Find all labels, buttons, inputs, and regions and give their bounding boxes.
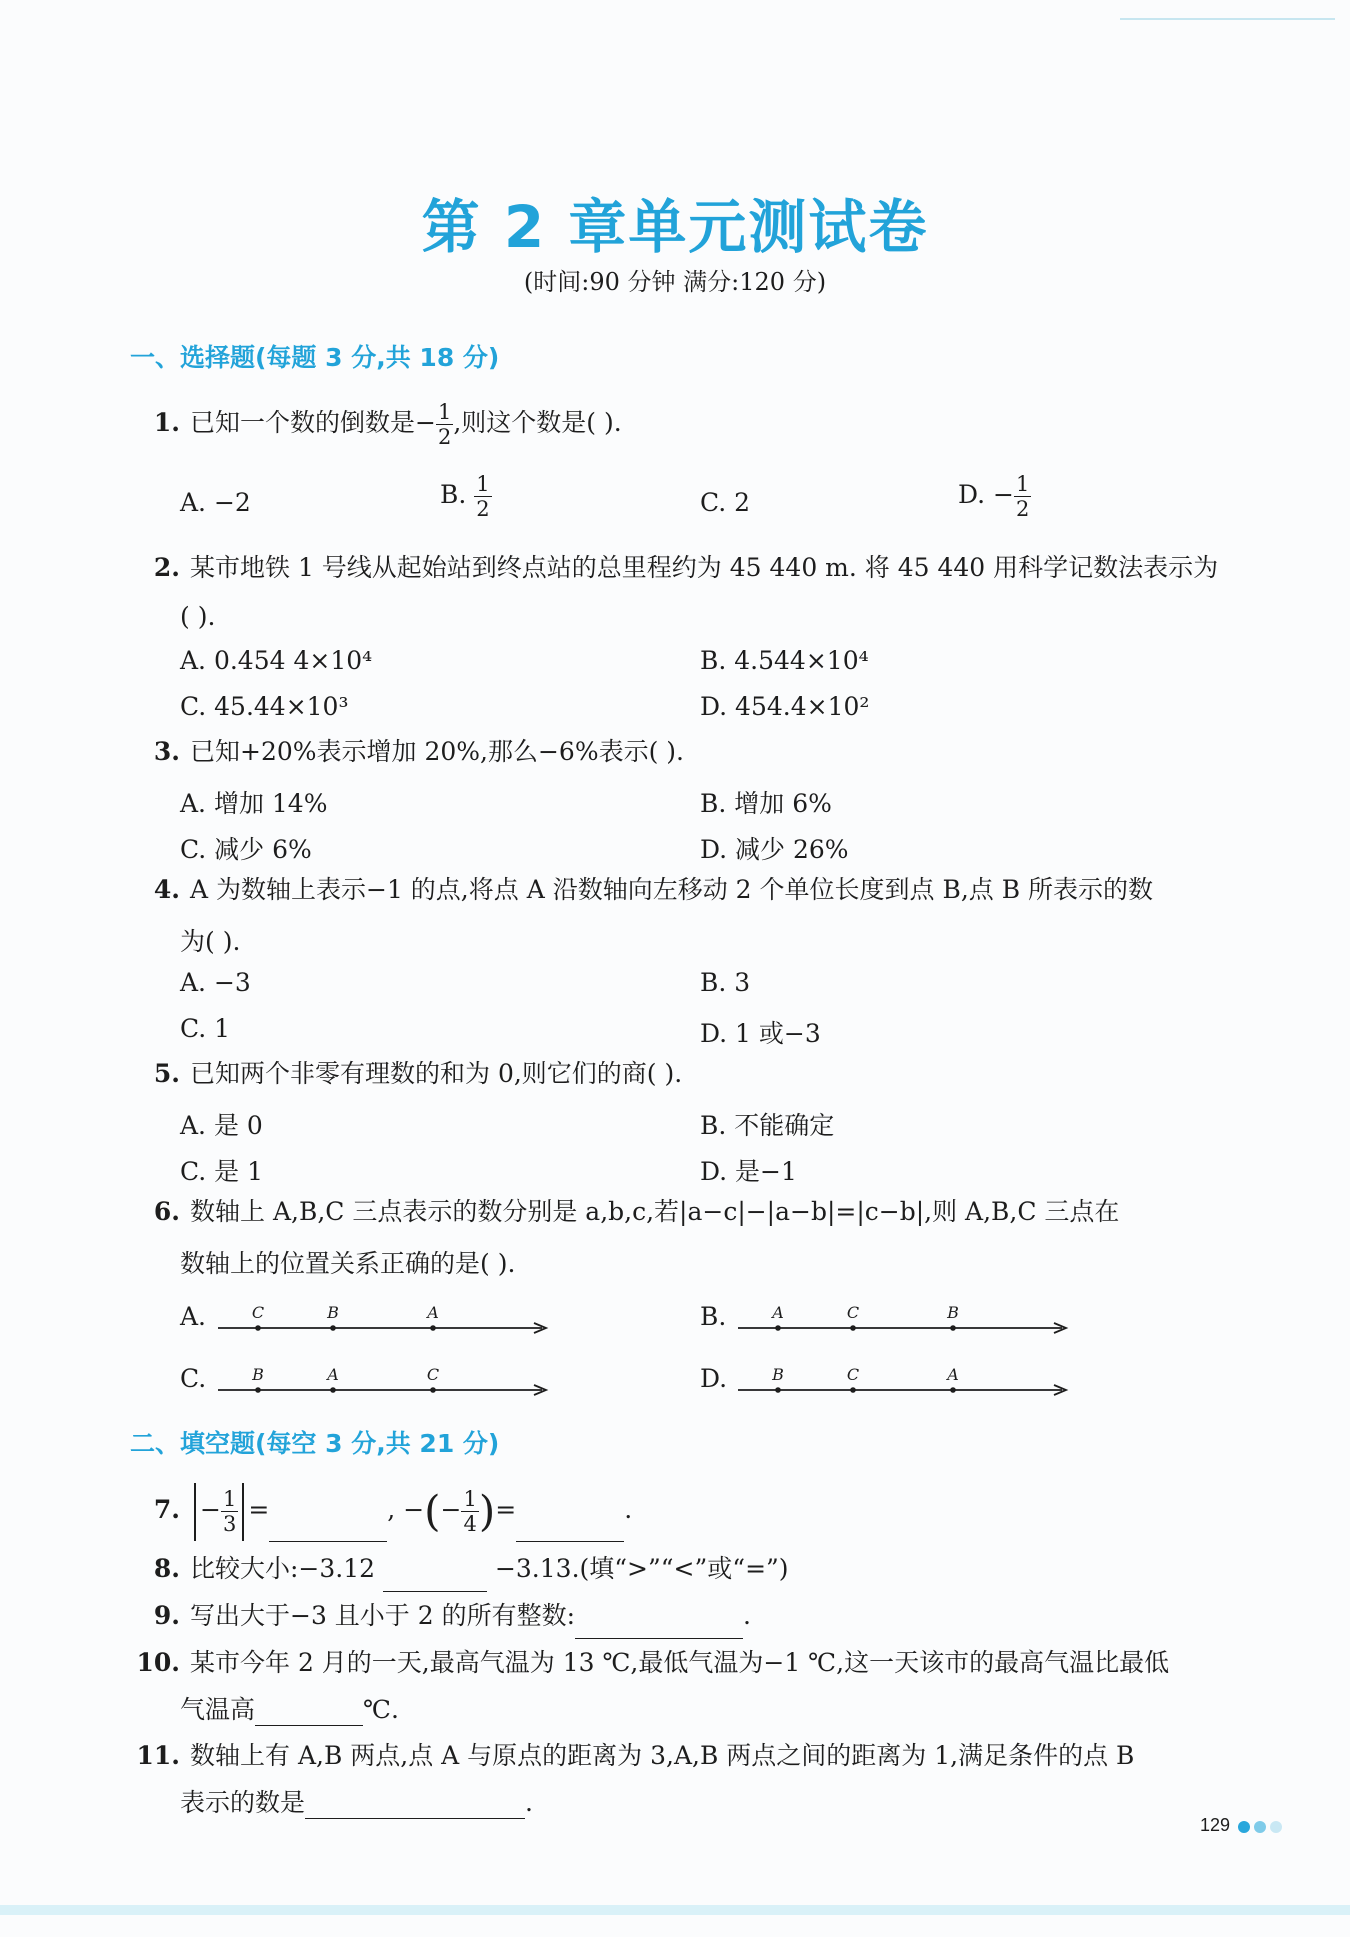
- question-4-cont: 为( ).: [180, 927, 241, 956]
- numberline-point: [850, 1387, 856, 1393]
- q2-option-c: C. 45.44×10³: [180, 692, 349, 721]
- question-2: [130, 545, 1218, 591]
- answer-blank[interactable]: [305, 1792, 525, 1819]
- question-6: [130, 1189, 1119, 1235]
- q6-option-d-label: D.: [700, 1364, 728, 1393]
- q6-numberline-d: [738, 1360, 1078, 1404]
- q2-option-b: B. 4.544×10⁴: [700, 646, 869, 675]
- question-1: [130, 400, 622, 449]
- question-number: 9.: [153, 1601, 180, 1630]
- q2-option-d: D. 454.4×10²: [700, 692, 870, 721]
- question-2-cont: ( ).: [180, 602, 216, 631]
- numberline-point: [330, 1325, 336, 1331]
- question-text: 已知一个数的倒数是−: [190, 408, 436, 437]
- q5-option-b: B. 不能确定: [700, 1111, 835, 1140]
- q6-option-b-label: B.: [700, 1302, 727, 1331]
- question-number: 1.: [153, 408, 180, 437]
- q1-option-c: C. 2: [700, 488, 751, 517]
- q1-option-a: A. −2: [180, 488, 251, 517]
- q1-option-d: D. − $\frac{1}{2}$: [958, 472, 1030, 521]
- numberline-point: [850, 1325, 856, 1331]
- question-11-cont: 表示的数是 .: [180, 1788, 533, 1817]
- numberline-point-label: A: [947, 1365, 959, 1384]
- page-dot-1: [1238, 1821, 1250, 1833]
- exam-info: (时间:90 分钟 满分:120 分): [523, 268, 827, 296]
- answer-blank[interactable]: [575, 1612, 743, 1639]
- question-11: 11. 数轴上有 A,B 两点,点 A 与原点的距离为 3,A,B 两点之间的距离为 1,满足条件的点 B: [130, 1733, 1134, 1779]
- numberline-point: [430, 1325, 436, 1331]
- numberline-point: [775, 1387, 781, 1393]
- question-number: 7.: [153, 1495, 180, 1524]
- question-10-cont: 气温高 ℃.: [180, 1695, 399, 1724]
- numberline-point-label: C: [251, 1303, 265, 1322]
- answer-blank[interactable]: [255, 1699, 363, 1726]
- q4-option-b: B. 3: [700, 968, 751, 997]
- q3-option-b: B. 增加 6%: [700, 789, 832, 818]
- question-number: 11.: [136, 1741, 180, 1770]
- question-9: 9. 写出大于−3 且小于 2 的所有整数: .: [130, 1593, 751, 1639]
- section-fill-heading: 二、填空题(每空 3 分,共 21 分): [130, 1429, 500, 1458]
- question-8: 8. 比较大小:−3.12 −3.13.(填“>”“<”或“=”): [130, 1546, 789, 1592]
- q6-numberline-b: [738, 1298, 1078, 1342]
- numberline-point: [430, 1387, 436, 1393]
- q4-option-a: A. −3: [180, 968, 251, 997]
- page-title: 第 2 章单元测试卷: [421, 193, 929, 261]
- bottom-decor-band: [0, 1905, 1350, 1915]
- q2-option-a: A. 0.454 4×10⁴: [180, 646, 373, 675]
- question-number: 10.: [136, 1648, 180, 1677]
- q4-option-d: D. 1 或−3: [700, 1019, 821, 1048]
- q5-option-d: D. 是−1: [700, 1157, 797, 1186]
- q6-option-c-label: C.: [180, 1364, 207, 1393]
- q6-option-a-label: A.: [180, 1302, 207, 1331]
- abs-bar-right: [242, 1483, 244, 1541]
- numberline-point: [330, 1387, 336, 1393]
- numberline-point-label: C: [846, 1365, 860, 1384]
- numberline-point: [255, 1387, 261, 1393]
- question-10: 10. 某市今年 2 月的一天,最高气温为 13 ℃,最低气温为−1 ℃,这一天该市的最高气温比最低: [130, 1640, 1169, 1686]
- q4-option-c: C. 1: [180, 1014, 231, 1043]
- question-text-end: ,则这个数是( ).: [453, 408, 622, 437]
- numberline-point-label: A: [772, 1303, 784, 1322]
- abs-bar-left: [194, 1483, 196, 1541]
- q5-option-c: C. 是 1: [180, 1157, 263, 1186]
- numberline-point-label: A: [427, 1303, 439, 1322]
- question-4: [130, 867, 1153, 913]
- fraction: $\frac{1}{2}$: [437, 400, 452, 449]
- q3-option-c: C. 减少 6%: [180, 835, 312, 864]
- question-7: 7. − $\frac{1}{3}$ = , −(− $\frac{1}{4}$ )= .: [130, 1478, 632, 1542]
- numberline-point: [950, 1387, 956, 1393]
- numberline-point: [950, 1325, 956, 1331]
- top-decor-line: [1120, 18, 1335, 20]
- question-text: A 为数轴上表示−1 的点,将点 A 沿数轴向左移动 2 个单位长度到点 B,点 B 所表示的数: [190, 875, 1154, 904]
- page-number: 129: [1200, 1815, 1231, 1835]
- numberline-point-label: B: [327, 1303, 339, 1322]
- answer-blank[interactable]: [383, 1565, 487, 1592]
- numberline-point: [775, 1325, 781, 1331]
- question-text: 某市地铁 1 号线从起始站到终点站的总里程约为 45 440 m. 将 45 440 用科学记数法表示为: [190, 553, 1219, 582]
- numberline-point-label: C: [426, 1365, 440, 1384]
- numberline-point-label: B: [772, 1365, 784, 1384]
- question-text: 数轴上 A,B,C 三点表示的数分别是 a,b,c,若|a−c|−|a−b|=|c−b|,则 A,B,C 三点在: [190, 1197, 1120, 1226]
- page-dot-2: [1254, 1821, 1266, 1833]
- question-6-cont: 数轴上的位置关系正确的是( ).: [180, 1249, 516, 1278]
- numberline-point-label: A: [327, 1365, 339, 1384]
- question-number: 5.: [153, 1059, 180, 1088]
- q3-option-a: A. 增加 14%: [180, 789, 328, 818]
- numberline-point: [255, 1325, 261, 1331]
- question-text: 已知+20%表示增加 20%,那么−6%表示( ).: [190, 737, 684, 766]
- page-dot-3: [1270, 1821, 1282, 1833]
- section-choice-heading: 一、选择题(每题 3 分,共 18 分): [130, 343, 500, 372]
- question-text: 已知两个非零有理数的和为 0,则它们的商( ).: [190, 1059, 683, 1088]
- numberline-point-label: C: [846, 1303, 860, 1322]
- question-5: [130, 1051, 682, 1097]
- q6-numberline-a: [218, 1298, 558, 1342]
- q6-numberline-c: [218, 1360, 558, 1404]
- answer-blank[interactable]: [516, 1515, 624, 1542]
- question-number: 4.: [153, 875, 180, 904]
- question-3: [130, 729, 684, 775]
- q3-option-d: D. 减少 26%: [700, 835, 849, 864]
- q5-option-a: A. 是 0: [180, 1111, 263, 1140]
- question-number: 3.: [153, 737, 180, 766]
- answer-blank[interactable]: [269, 1515, 387, 1542]
- q1-option-b: B. $\frac{1}{2}$: [440, 472, 490, 521]
- question-number: 8.: [153, 1554, 180, 1583]
- numberline-point-label: B: [252, 1365, 264, 1384]
- numberline-point-label: B: [947, 1303, 959, 1322]
- question-number: 6.: [153, 1197, 180, 1226]
- question-number: 2.: [153, 553, 180, 582]
